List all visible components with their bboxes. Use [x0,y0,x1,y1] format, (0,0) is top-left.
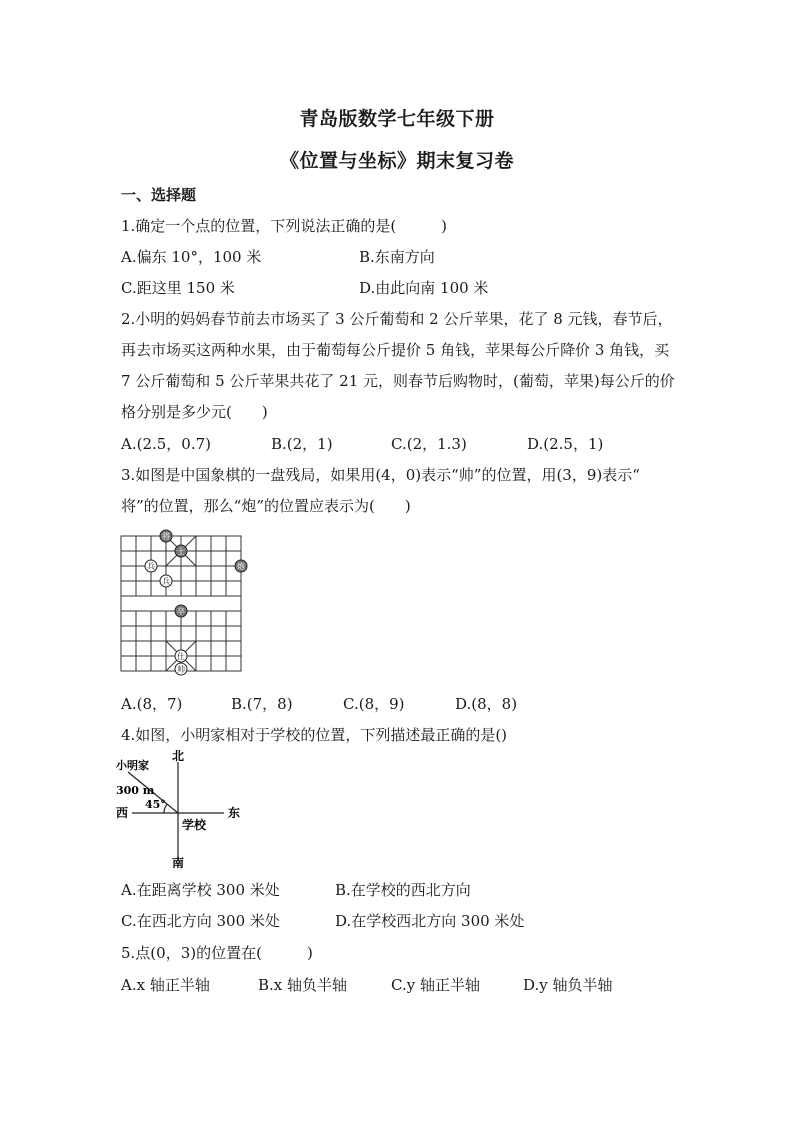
question-4-stem: 4.如图，小明家相对于学校的位置，下列描述最正确的是() [121,726,508,744]
chess-piece-zu [175,605,187,617]
question-1-option-b: B.东南方向 [359,248,435,266]
question-3-line-2: 将”的位置，那么“炮”的位置应表示为( ) [121,497,411,515]
question-1-stem: 1.确定一个点的位置，下列说法正确的是( ) [121,217,448,235]
question-4-option-c: C.在西北方向 300 米处 [121,912,280,930]
svg-text:仕: 仕 [177,652,185,661]
school-label: 学校 [182,818,207,832]
question-3-option-d: D.(8，8) [455,695,518,713]
chess-piece-shuai [175,663,187,675]
svg-text:炮: 炮 [237,562,245,571]
question-4-option-d: D.在学校西北方向 300 米处 [335,912,525,930]
question-5-option-b: B.x 轴负半轴 [258,976,348,994]
angle-label: 45° [145,798,166,811]
compass-east-label: 东 [228,806,241,820]
chess-piece-bing-1 [145,560,157,572]
question-1-option-a: A.偏东 10°，100 米 [121,248,262,266]
svg-text:士: 士 [177,547,185,556]
question-1-option-d: D.由此向南 100 米 [359,279,489,297]
question-2-option-d: D.(2.5，1) [527,435,604,453]
chess-piece-bing-2 [160,575,172,587]
svg-text:兵: 兵 [147,562,155,571]
question-5-option-c: C.y 轴正半轴 [391,976,480,994]
question-4-option-a: A.在距离学校 300 米处 [121,881,280,899]
chess-piece-shi-red [175,650,187,662]
question-2-option-c: C.(2，1.3) [391,435,467,453]
question-5-option-a: A.x 轴正半轴 [121,976,210,994]
page-subtitle: 《位置与坐标》期末复习卷 [279,150,514,172]
question-5-stem: 5.点(0，3)的位置在( ) [121,944,313,962]
question-2-option-b: B.(2，1) [271,435,333,453]
question-1-option-c: C.距这里 150 米 [121,279,235,297]
home-label: 小明家 [116,759,149,772]
question-2-line-1: 2.小明的妈妈春节前去市场买了 3 公斤葡萄和 2 公斤苹果，花了 8 元钱，春节后， [121,310,673,328]
question-2-option-a: A.(2.5，0.7) [121,435,212,453]
svg-text:将: 将 [162,532,170,541]
question-2-line-4: 格分别是多少元( ) [121,403,268,421]
chess-piece-shi [175,545,187,557]
compass-figure [112,750,252,872]
question-5-option-d: D.y 轴负半轴 [523,976,613,994]
question-3-option-c: C.(8，9) [343,695,405,713]
question-3-line-1: 3.如图是中国象棋的一盘残局，如果用(4，0)表示“帅”的位置，用(3，9)表示“ [121,466,640,484]
question-3-option-a: A.(8，7) [121,695,183,713]
compass-north-label: 北 [171,750,185,763]
question-3-option-b: B.(7，8) [231,695,293,713]
chess-piece-jiang [160,530,172,542]
svg-text:卒: 卒 [177,607,185,616]
compass-west-label: 西 [116,806,129,820]
chess-board-figure [116,528,250,676]
section-heading: 一、选择题 [121,186,197,204]
question-4-option-b: B.在学校的西北方向 [335,881,471,899]
compass-south-label: 南 [171,856,185,870]
question-2-line-3: 7 公斤葡萄和 5 公斤苹果共花了 21 元，则春节后购物时，(葡萄，苹果)每公斤的价 [121,372,675,390]
distance-label: 300 m [116,784,155,797]
svg-text:帅: 帅 [177,665,185,674]
question-2-line-2: 再去市场买这两种水果，由于葡萄每公斤提价 5 角钱，苹果每公斤降价 3 角钱，买 [121,341,670,359]
page-title: 青岛版数学七年级下册 [299,108,495,130]
chess-piece-pao [235,560,247,572]
svg-text:兵: 兵 [162,577,170,586]
